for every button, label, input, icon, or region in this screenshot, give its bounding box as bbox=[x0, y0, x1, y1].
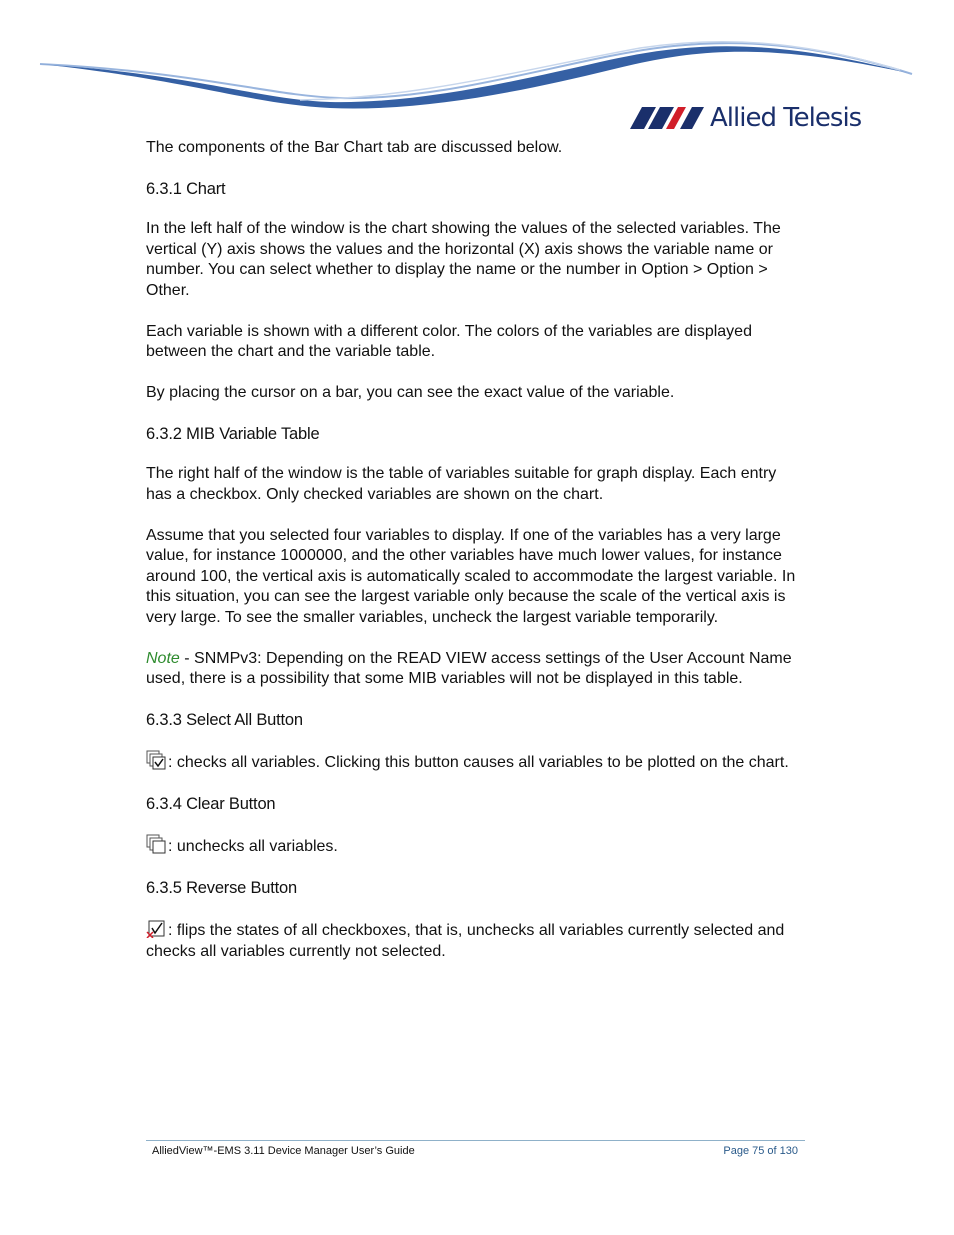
paragraph: Each variable is shown with a different color. The colors of the variables are displayed between the chart and the variable table. bbox=[146, 322, 752, 360]
clear-icon bbox=[146, 834, 166, 854]
footer-divider bbox=[146, 1140, 805, 1141]
paragraph: The right half of the window is the table of variables suitable for graph display. Each entry has a checkbox. Only checked variables are shown on the chart. bbox=[146, 465, 777, 503]
section-heading-mib-variable-table: 6.3.2 MIB Variable Table bbox=[146, 425, 320, 443]
paragraph: Assume that you selected four variables to display. If one of the variables has a very large value, for instance 1000000, and the other variables have much lower values, for instance around 100, the vertical axis is automatically scaled to accommodate the largest variable. In this situation, you can see the largest variable only because the scale of the vertical axis is very large. To see the smaller variables, uncheck the largest variable temporarily. bbox=[146, 526, 796, 626]
select-all-icon bbox=[146, 750, 166, 770]
paragraph bbox=[146, 834, 806, 858]
section-heading-clear-button: 6.3.4 Clear Button bbox=[146, 795, 276, 813]
paragraph bbox=[146, 750, 806, 774]
clear-description: : unchecks all variables. bbox=[168, 838, 338, 855]
paragraph: In the left half of the window is the chart showing the values of the selected variables. The vertical (Y) axis shows the values and the horizontal (X) axis shows the variable name or number. You can select whether to display the name or the number in Option > Option > Other. bbox=[146, 220, 781, 299]
note-text: - SNMPv3: Depending on the READ VIEW access settings of the User Account Name used, there is a possibility that some MIB variables will not be displayed in this table. bbox=[146, 649, 792, 687]
logo-text: Allied Telesis bbox=[710, 103, 862, 133]
section-heading-select-all-button: 6.3.3 Select All Button bbox=[146, 711, 303, 729]
allied-telesis-logo bbox=[630, 100, 861, 136]
note-paragraph bbox=[146, 649, 806, 690]
paragraph: By placing the cursor on a bar, you can see the exact value of the variable. bbox=[146, 384, 675, 401]
reverse-icon bbox=[146, 918, 166, 938]
section-heading-chart: 6.3.1 Chart bbox=[146, 180, 226, 198]
logo-mark-icon bbox=[630, 107, 704, 129]
footer-document-title: AlliedView™-EMS 3.11 Device Manager User’s Guide bbox=[152, 1145, 415, 1157]
select-all-description: : checks all variables. Clicking this button causes all variables to be plotted on the chart. bbox=[168, 754, 789, 771]
intro-paragraph: The components of the Bar Chart tab are discussed below. bbox=[146, 139, 563, 156]
page-content bbox=[146, 138, 806, 983]
paragraph bbox=[146, 918, 806, 962]
section-heading-reverse-button: 6.3.5 Reverse Button bbox=[146, 879, 298, 897]
reverse-description: : flips the states of all checkboxes, that is, unchecks all variables currently selected and checks all variables currently not selected. bbox=[146, 922, 785, 960]
note-label: Note bbox=[146, 649, 180, 667]
footer-page-number: Page 75 of 130 bbox=[723, 1145, 798, 1157]
